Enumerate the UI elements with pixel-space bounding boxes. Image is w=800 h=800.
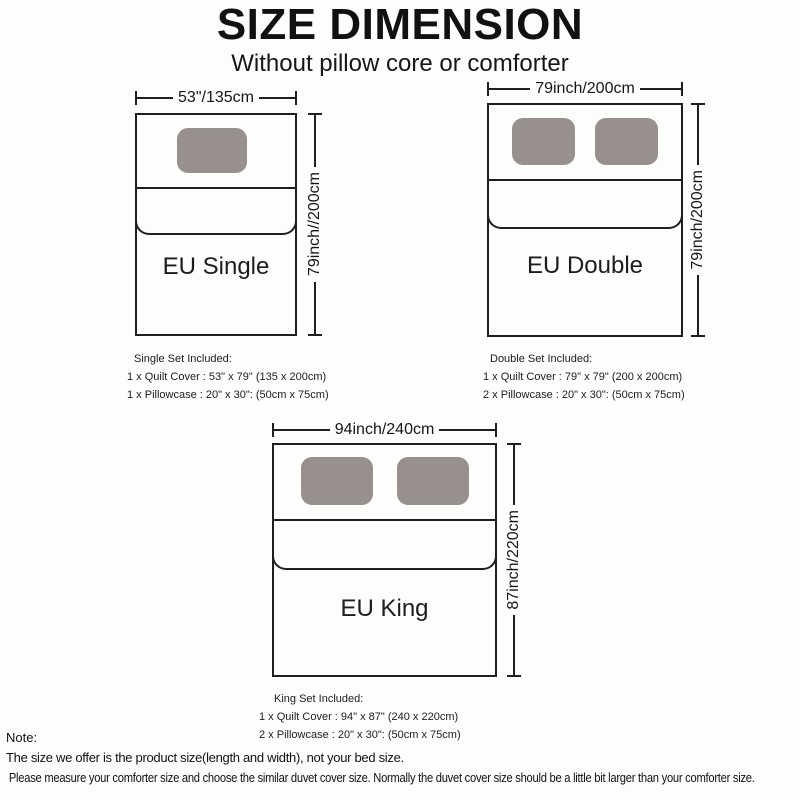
set-heading: Double Set Included: — [490, 353, 593, 365]
height-dimension-label: 79inch/200cm — [689, 170, 706, 270]
bed-rect — [272, 443, 497, 677]
note-line: The size we offer is the product size(length and width), not your bed size. — [6, 750, 404, 765]
dimension-line — [513, 615, 515, 675]
set-item: 1 x Pillowcase : 20" x 30": (50cm x 75cm) — [127, 389, 329, 401]
height-dimension — [691, 103, 705, 337]
dimension-line — [137, 97, 173, 99]
dimension-line — [697, 105, 699, 165]
pillow-icon — [512, 118, 575, 165]
set-heading: Single Set Included: — [134, 353, 232, 365]
page-subtitle: Without pillow core or comforter — [231, 50, 569, 78]
bed-rect — [487, 103, 683, 337]
pillow-icon — [177, 128, 247, 173]
dimension-line — [489, 88, 530, 90]
width-dimension-label: 94inch/240cm — [334, 421, 435, 438]
dimension-tick-icon — [681, 82, 683, 96]
quilt-flap — [272, 519, 497, 570]
double-set-details — [483, 350, 685, 404]
note-heading: Note: — [6, 730, 38, 745]
bed-label: EU King — [340, 595, 429, 622]
note-section — [6, 728, 800, 788]
set-item: 2 x Pillowcase : 20" x 30": (50cm x 75cm) — [483, 389, 685, 401]
note-line: Please measure your comforter size and choose the similar duvet cover size. Normally the duvet cover size should be a little bit larger than your comforter size. — [6, 770, 755, 785]
set-item: 1 x Quilt Cover : 53" x 79" (135 x 200cm) — [127, 371, 327, 383]
dimension-line — [274, 429, 330, 431]
quilt-flap — [487, 179, 683, 229]
quilt-flap — [135, 187, 297, 235]
bed-label: EU Double — [526, 252, 644, 279]
header — [0, 0, 800, 78]
width-dimension — [487, 82, 683, 96]
page-title: SIZE DIMENSION — [216, 0, 584, 49]
dimension-line — [513, 445, 515, 505]
dimension-tick-icon — [495, 423, 497, 437]
dimension-line — [439, 429, 495, 431]
dimension-tick-icon — [691, 335, 705, 337]
pillow-icon — [595, 118, 658, 165]
dimension-tick-icon — [295, 91, 297, 105]
height-dimension — [507, 443, 521, 677]
dimension-line — [314, 282, 316, 334]
pillow-icon — [301, 457, 373, 505]
set-heading: King Set Included: — [274, 693, 364, 705]
set-item: 1 x Quilt Cover : 79" x 79" (200 x 200cm) — [483, 371, 683, 383]
bed-label: EU Single — [162, 253, 270, 280]
width-dimension-label: 79inch/200cm — [535, 80, 635, 97]
width-dimension — [135, 91, 297, 105]
dimension-tick-icon — [507, 675, 521, 677]
height-dimension — [308, 113, 322, 336]
single-set-details — [127, 350, 329, 404]
width-dimension — [272, 423, 497, 437]
pillow-icon — [397, 457, 469, 505]
height-dimension-label: 87inch/220cm — [505, 510, 522, 610]
set-item: 1 x Quilt Cover : 94" x 87" (240 x 220cm) — [259, 711, 459, 723]
height-dimension-label: 79inch//200cm — [306, 172, 323, 277]
dimension-line — [314, 115, 316, 167]
dimension-line — [259, 97, 295, 99]
dimension-line — [640, 88, 681, 90]
width-dimension-label: 53"/135cm — [178, 89, 254, 106]
dimension-tick-icon — [308, 334, 322, 336]
set-item: 2 x Pillowcase : 20" x 30": (50cm x 75cm) — [259, 729, 461, 741]
dimension-line — [697, 275, 699, 335]
bed-rect — [135, 113, 297, 336]
